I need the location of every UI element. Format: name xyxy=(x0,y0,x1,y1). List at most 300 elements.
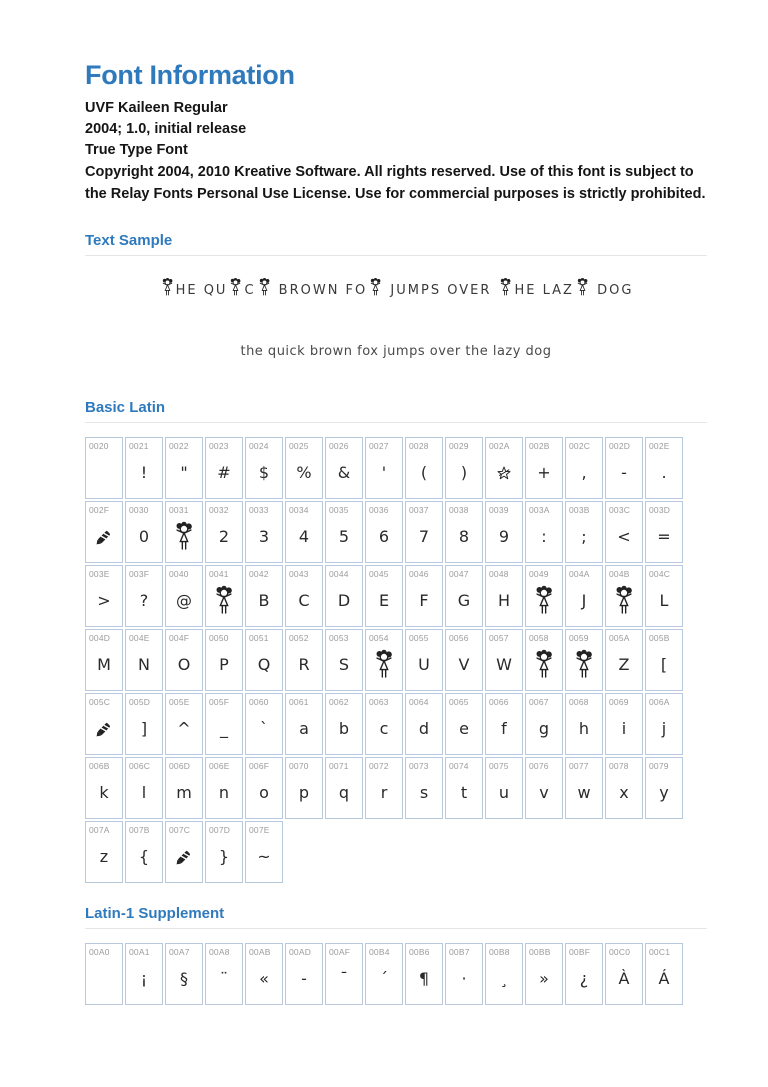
section-heading-text-sample: Text Sample xyxy=(85,232,707,256)
codepoint-label: 00C1 xyxy=(649,947,671,957)
glyph: w xyxy=(577,782,591,802)
codepoint-label: 0066 xyxy=(489,697,509,707)
section-heading-latin1-supplement: Latin-1 Supplement xyxy=(85,905,707,929)
char-cell-003A xyxy=(525,501,563,563)
codepoint-label: 0022 xyxy=(169,441,189,451)
char-cell-003C xyxy=(605,501,643,563)
char-cell-0063 xyxy=(365,693,403,755)
char-cell-0070 xyxy=(285,757,323,819)
char-cell-0055 xyxy=(405,629,443,691)
char-cell-0038 xyxy=(445,501,483,563)
codepoint-label: 0043 xyxy=(289,569,309,579)
char-cell-0071 xyxy=(325,757,363,819)
glyph: @ xyxy=(176,590,192,610)
char-cell-0022 xyxy=(165,437,203,499)
font-format-line: True Type Font xyxy=(85,142,188,158)
char-cell-0058 xyxy=(525,629,563,691)
codepoint-label: 006E xyxy=(209,761,230,771)
codepoint-label: 0035 xyxy=(329,505,349,515)
codepoint-label: 0029 xyxy=(449,441,469,451)
glyph: + xyxy=(537,462,551,482)
char-cell-0023 xyxy=(205,437,243,499)
codepoint-label: 006D xyxy=(169,761,191,771)
char-cell-005A xyxy=(605,629,643,691)
char-cell-0072 xyxy=(365,757,403,819)
char-cell-007A xyxy=(85,821,123,883)
codepoint-label: 00AD xyxy=(289,947,312,957)
glyph: % xyxy=(296,462,312,482)
glyph: p xyxy=(298,782,310,802)
char-cell-0077 xyxy=(565,757,603,819)
codepoint-label: 0034 xyxy=(289,505,309,515)
char-cell-0078 xyxy=(605,757,643,819)
page-content xyxy=(85,60,707,1085)
char-cell-00B7 xyxy=(445,943,483,1005)
char-cell-0061 xyxy=(285,693,323,755)
codepoint-label: 0039 xyxy=(489,505,509,515)
lipstick-icon xyxy=(92,710,116,748)
char-cell-004D xyxy=(85,629,123,691)
char-cell-0052 xyxy=(285,629,323,691)
char-cell-00A1 xyxy=(125,943,163,1005)
codepoint-label: 00A1 xyxy=(129,947,150,957)
codepoint-label: 0020 xyxy=(89,441,109,451)
glyph: k xyxy=(99,782,109,802)
char-cell-003F xyxy=(125,565,163,627)
glyph: - xyxy=(301,968,307,988)
glyph: 3 xyxy=(258,526,270,546)
glyph: : xyxy=(541,526,547,546)
glyph: F xyxy=(419,590,429,610)
codepoint-label: 0077 xyxy=(569,761,589,771)
codepoint-label: 0028 xyxy=(409,441,429,451)
char-cell-005F xyxy=(205,693,243,755)
glyph: ' xyxy=(381,462,387,482)
glyph: o xyxy=(259,782,269,802)
codepoint-label: 004E xyxy=(129,633,150,643)
sample-text-segment: HE LAZ xyxy=(514,283,574,298)
glyph: ~ xyxy=(257,846,271,866)
lipstick-icon xyxy=(92,518,116,556)
codepoint-label: 0067 xyxy=(529,697,549,707)
sample-text-segment: JUMPS OVER xyxy=(384,283,498,298)
char-cell-002F xyxy=(85,501,123,563)
codepoint-label: 0021 xyxy=(129,441,149,451)
codepoint-label: 002C xyxy=(569,441,591,451)
codepoint-label: 0037 xyxy=(409,505,429,515)
codepoint-label: 0036 xyxy=(369,505,389,515)
codepoint-label: 003E xyxy=(89,569,110,579)
glyph: m xyxy=(176,782,192,802)
glyph: « xyxy=(259,968,269,988)
glyph: ? xyxy=(139,590,149,610)
glyph: 0 xyxy=(138,526,150,546)
codepoint-label: 0065 xyxy=(449,697,469,707)
codepoint-label: 00A7 xyxy=(169,947,190,957)
char-cell-003B xyxy=(565,501,603,563)
char-cell-00B4 xyxy=(365,943,403,1005)
font-name: UVF Kaileen Regular xyxy=(85,100,228,116)
codepoint-label: 0061 xyxy=(289,697,309,707)
char-cell-0065 xyxy=(445,693,483,755)
glyph: ! xyxy=(140,462,148,482)
glyph: À xyxy=(618,968,630,988)
char-cell-0059 xyxy=(565,629,603,691)
char-cell-0027 xyxy=(365,437,403,499)
glyph: ( xyxy=(420,462,428,482)
codepoint-label: 0057 xyxy=(489,633,509,643)
codepoint-label: 006A xyxy=(649,697,670,707)
char-cell-00C1 xyxy=(645,943,683,1005)
latin1-supplement-grid xyxy=(85,943,685,1005)
glyph: H xyxy=(497,590,511,610)
char-cell-0036 xyxy=(365,501,403,563)
glyph: » xyxy=(539,968,549,988)
girl-figure-icon xyxy=(532,646,556,684)
lipstick-icon xyxy=(172,838,196,876)
glyph: d xyxy=(418,718,430,738)
codepoint-label: 00A0 xyxy=(89,947,110,957)
section-heading-basic-latin: Basic Latin xyxy=(85,399,707,423)
codepoint-label: 0047 xyxy=(449,569,469,579)
char-cell-0053 xyxy=(325,629,363,691)
glyph: u xyxy=(498,782,510,802)
char-cell-0037 xyxy=(405,501,443,563)
codepoint-label: 0063 xyxy=(369,697,389,707)
char-cell-0068 xyxy=(565,693,603,755)
codepoint-label: 004F xyxy=(169,633,190,643)
char-cell-0026 xyxy=(325,437,363,499)
girl-figure-icon xyxy=(212,582,236,620)
char-cell-006D xyxy=(165,757,203,819)
codepoint-label: 0055 xyxy=(409,633,429,643)
codepoint-label: 007B xyxy=(129,825,150,835)
char-cell-0031 xyxy=(165,501,203,563)
glyph: C xyxy=(298,590,310,610)
codepoint-label: 0050 xyxy=(209,633,229,643)
codepoint-label: 005D xyxy=(129,697,151,707)
codepoint-label: 00C0 xyxy=(609,947,631,957)
char-cell-0042 xyxy=(245,565,283,627)
glyph: · xyxy=(461,968,467,988)
glyph: 8 xyxy=(458,526,470,546)
char-cell-006A xyxy=(645,693,683,755)
codepoint-label: 00BB xyxy=(529,947,551,957)
codepoint-label: 0070 xyxy=(289,761,309,771)
char-cell-006C xyxy=(125,757,163,819)
glyph: . xyxy=(661,462,667,482)
char-cell-007E xyxy=(245,821,283,883)
codepoint-label: 003D xyxy=(649,505,671,515)
glyph: ] xyxy=(140,718,148,738)
char-cell-0043 xyxy=(285,565,323,627)
codepoint-label: 005F xyxy=(209,697,230,707)
glyph xyxy=(86,451,122,498)
glyph: > xyxy=(97,590,111,610)
bottom-whitespace xyxy=(85,1005,707,1085)
codepoint-label: 002E xyxy=(649,441,670,451)
codepoint-label: 0060 xyxy=(249,697,269,707)
glyph: r xyxy=(380,782,388,802)
char-cell-0021 xyxy=(125,437,163,499)
char-cell-0069 xyxy=(605,693,643,755)
codepoint-label: 0075 xyxy=(489,761,509,771)
char-cell-0046 xyxy=(405,565,443,627)
page-title: Font Information xyxy=(85,60,295,90)
char-cell-0040 xyxy=(165,565,203,627)
glyph: 9 xyxy=(498,526,510,546)
codepoint-label: 007A xyxy=(89,825,110,835)
glyph: c xyxy=(379,718,389,738)
glyph: U xyxy=(418,654,430,674)
sample-text-segment: DOG xyxy=(590,283,634,298)
glyph: f xyxy=(501,718,507,738)
char-cell-0024 xyxy=(245,437,283,499)
girl-figure-icon xyxy=(160,277,175,298)
char-cell-005E xyxy=(165,693,203,755)
codepoint-label: 004C xyxy=(649,569,671,579)
glyph xyxy=(366,643,402,690)
codepoint-label: 0068 xyxy=(569,697,589,707)
glyph: 6 xyxy=(378,526,390,546)
char-cell-005D xyxy=(125,693,163,755)
glyph: M xyxy=(97,654,111,674)
glyph: j xyxy=(661,718,667,738)
char-cell-0039 xyxy=(485,501,523,563)
glyph: W xyxy=(496,654,512,674)
girl-figure-icon xyxy=(532,582,556,620)
char-cell-006E xyxy=(205,757,243,819)
glyph: D xyxy=(337,590,351,610)
glyph xyxy=(486,451,522,498)
codepoint-label: 005C xyxy=(89,697,111,707)
char-cell-007D xyxy=(205,821,243,883)
char-cell-00A8 xyxy=(205,943,243,1005)
star-icon xyxy=(495,463,513,483)
codepoint-label: 0058 xyxy=(529,633,549,643)
codepoint-label: 002B xyxy=(529,441,550,451)
glyph: # xyxy=(217,462,231,482)
char-cell-0041 xyxy=(205,565,243,627)
glyph: ´ xyxy=(380,968,388,988)
char-cell-0056 xyxy=(445,629,483,691)
codepoint-label: 0062 xyxy=(329,697,349,707)
glyph: J xyxy=(581,590,587,610)
glyph: , xyxy=(581,462,587,482)
glyph: [ xyxy=(660,654,668,674)
codepoint-label: 0054 xyxy=(369,633,389,643)
char-cell-0049 xyxy=(525,565,563,627)
char-cell-0066 xyxy=(485,693,523,755)
codepoint-label: 0041 xyxy=(209,569,229,579)
glyph: t xyxy=(460,782,468,802)
glyph: b xyxy=(338,718,350,738)
glyph: g xyxy=(538,718,550,738)
codepoint-label: 003B xyxy=(569,505,590,515)
codepoint-label: 0053 xyxy=(329,633,349,643)
char-cell-0028 xyxy=(405,437,443,499)
girl-figure-icon xyxy=(498,277,513,298)
girl-figure-icon xyxy=(575,277,590,298)
char-cell-0048 xyxy=(485,565,523,627)
char-cell-0079 xyxy=(645,757,683,819)
codepoint-label: 006B xyxy=(89,761,110,771)
codepoint-label: 007E xyxy=(249,825,270,835)
girl-figure-icon xyxy=(257,277,272,298)
codepoint-label: 002D xyxy=(609,441,631,451)
char-cell-0020 xyxy=(85,437,123,499)
char-cell-0075 xyxy=(485,757,523,819)
char-cell-007C xyxy=(165,821,203,883)
char-cell-006F xyxy=(245,757,283,819)
glyph: ` xyxy=(260,718,268,738)
codepoint-label: 0076 xyxy=(529,761,549,771)
glyph xyxy=(526,579,562,626)
glyph: P xyxy=(219,654,229,674)
glyph: ) xyxy=(460,462,468,482)
codepoint-label: 0027 xyxy=(369,441,389,451)
codepoint-label: 004D xyxy=(89,633,111,643)
char-cell-006B xyxy=(85,757,123,819)
char-cell-004E xyxy=(125,629,163,691)
glyph: 5 xyxy=(338,526,350,546)
char-cell-0047 xyxy=(445,565,483,627)
glyph: v xyxy=(539,782,549,802)
glyph: a xyxy=(299,718,309,738)
glyph: " xyxy=(180,462,188,482)
codepoint-label: 0026 xyxy=(329,441,349,451)
char-cell-0034 xyxy=(285,501,323,563)
char-cell-00AB xyxy=(245,943,283,1005)
font-copyright: Copyright 2004, 2010 Kreative Software. All rights reserved. Use of this font is subject to the Relay Fonts Personal Use License. Use for commercial purposes is strictly prohibited. xyxy=(85,164,706,202)
codepoint-label: 0044 xyxy=(329,569,349,579)
glyph: O xyxy=(177,654,191,674)
codepoint-label: 00B8 xyxy=(489,947,510,957)
glyph: < xyxy=(617,526,631,546)
glyph xyxy=(566,643,602,690)
codepoint-label: 00AB xyxy=(249,947,271,957)
sample-uppercase-line xyxy=(85,274,707,308)
codepoint-label: 005A xyxy=(609,633,630,643)
girl-figure-icon xyxy=(228,277,243,298)
codepoint-label: 0048 xyxy=(489,569,509,579)
codepoint-label: 004B xyxy=(609,569,630,579)
char-cell-00BB xyxy=(525,943,563,1005)
codepoint-label: 0045 xyxy=(369,569,389,579)
glyph xyxy=(166,515,202,562)
glyph: } xyxy=(218,846,230,866)
codepoint-label: 0032 xyxy=(209,505,229,515)
codepoint-label: 00BF xyxy=(569,947,591,957)
char-cell-003D xyxy=(645,501,683,563)
codepoint-label: 0052 xyxy=(289,633,309,643)
char-cell-0073 xyxy=(405,757,443,819)
glyph: 7 xyxy=(418,526,430,546)
glyph xyxy=(526,643,562,690)
char-cell-002E xyxy=(645,437,683,499)
codepoint-label: 005E xyxy=(169,697,190,707)
char-cell-0076 xyxy=(525,757,563,819)
font-release-line: 2004; 1.0, initial release xyxy=(85,121,247,137)
char-cell-0029 xyxy=(445,437,483,499)
codepoint-label: 0051 xyxy=(249,633,269,643)
char-cell-005C xyxy=(85,693,123,755)
glyph: _ xyxy=(220,718,228,738)
girl-figure-icon xyxy=(572,646,596,684)
codepoint-label: 002F xyxy=(89,505,110,515)
codepoint-label: 00A8 xyxy=(209,947,230,957)
char-cell-007B xyxy=(125,821,163,883)
codepoint-label: 0069 xyxy=(609,697,629,707)
glyph: ¡ xyxy=(140,968,148,988)
char-cell-00B6 xyxy=(405,943,443,1005)
sample-text-segment: HE QU xyxy=(175,283,228,298)
girl-figure-icon xyxy=(172,518,196,556)
glyph: 2 xyxy=(218,526,230,546)
char-cell-00A0 xyxy=(85,943,123,1005)
glyph: V xyxy=(458,654,470,674)
char-cell-004B xyxy=(605,565,643,627)
codepoint-label: 005B xyxy=(649,633,670,643)
codepoint-label: 0073 xyxy=(409,761,429,771)
char-cell-002D xyxy=(605,437,643,499)
codepoint-label: 00B7 xyxy=(449,947,470,957)
basic-latin-grid xyxy=(85,437,685,883)
codepoint-label: 0056 xyxy=(449,633,469,643)
glyph: Á xyxy=(658,968,670,988)
codepoint-label: 0023 xyxy=(209,441,229,451)
char-cell-00AF xyxy=(325,943,363,1005)
codepoint-label: 006F xyxy=(249,761,270,771)
glyph: - xyxy=(621,462,627,482)
glyph: 4 xyxy=(298,526,310,546)
sample-text-segment: C xyxy=(244,283,256,298)
glyph: Z xyxy=(618,654,630,674)
codepoint-label: 0074 xyxy=(449,761,469,771)
glyph: ¸ xyxy=(500,968,508,988)
char-cell-00C0 xyxy=(605,943,643,1005)
glyph: & xyxy=(337,462,351,482)
char-cell-004C xyxy=(645,565,683,627)
glyph: h xyxy=(578,718,590,738)
char-cell-0044 xyxy=(325,565,363,627)
codepoint-label: 0042 xyxy=(249,569,269,579)
codepoint-label: 006C xyxy=(129,761,151,771)
glyph xyxy=(166,835,202,882)
codepoint-label: 0078 xyxy=(609,761,629,771)
char-cell-0064 xyxy=(405,693,443,755)
codepoint-label: 003C xyxy=(609,505,631,515)
codepoint-label: 0059 xyxy=(569,633,589,643)
sample-text-segment: BROWN FO xyxy=(272,283,368,298)
char-cell-0054 xyxy=(365,629,403,691)
char-cell-004A xyxy=(565,565,603,627)
char-cell-002A xyxy=(485,437,523,499)
codepoint-label: 0079 xyxy=(649,761,669,771)
glyph: E xyxy=(378,590,390,610)
char-cell-0074 xyxy=(445,757,483,819)
codepoint-label: 0033 xyxy=(249,505,269,515)
glyph: ¯ xyxy=(340,968,348,988)
glyph: Q xyxy=(257,654,271,674)
glyph xyxy=(86,957,122,1004)
glyph: i xyxy=(621,718,627,738)
codepoint-label: 0064 xyxy=(409,697,429,707)
char-cell-00A7 xyxy=(165,943,203,1005)
glyph: l xyxy=(141,782,147,802)
glyph: { xyxy=(138,846,150,866)
glyph: ¶ xyxy=(418,968,430,988)
